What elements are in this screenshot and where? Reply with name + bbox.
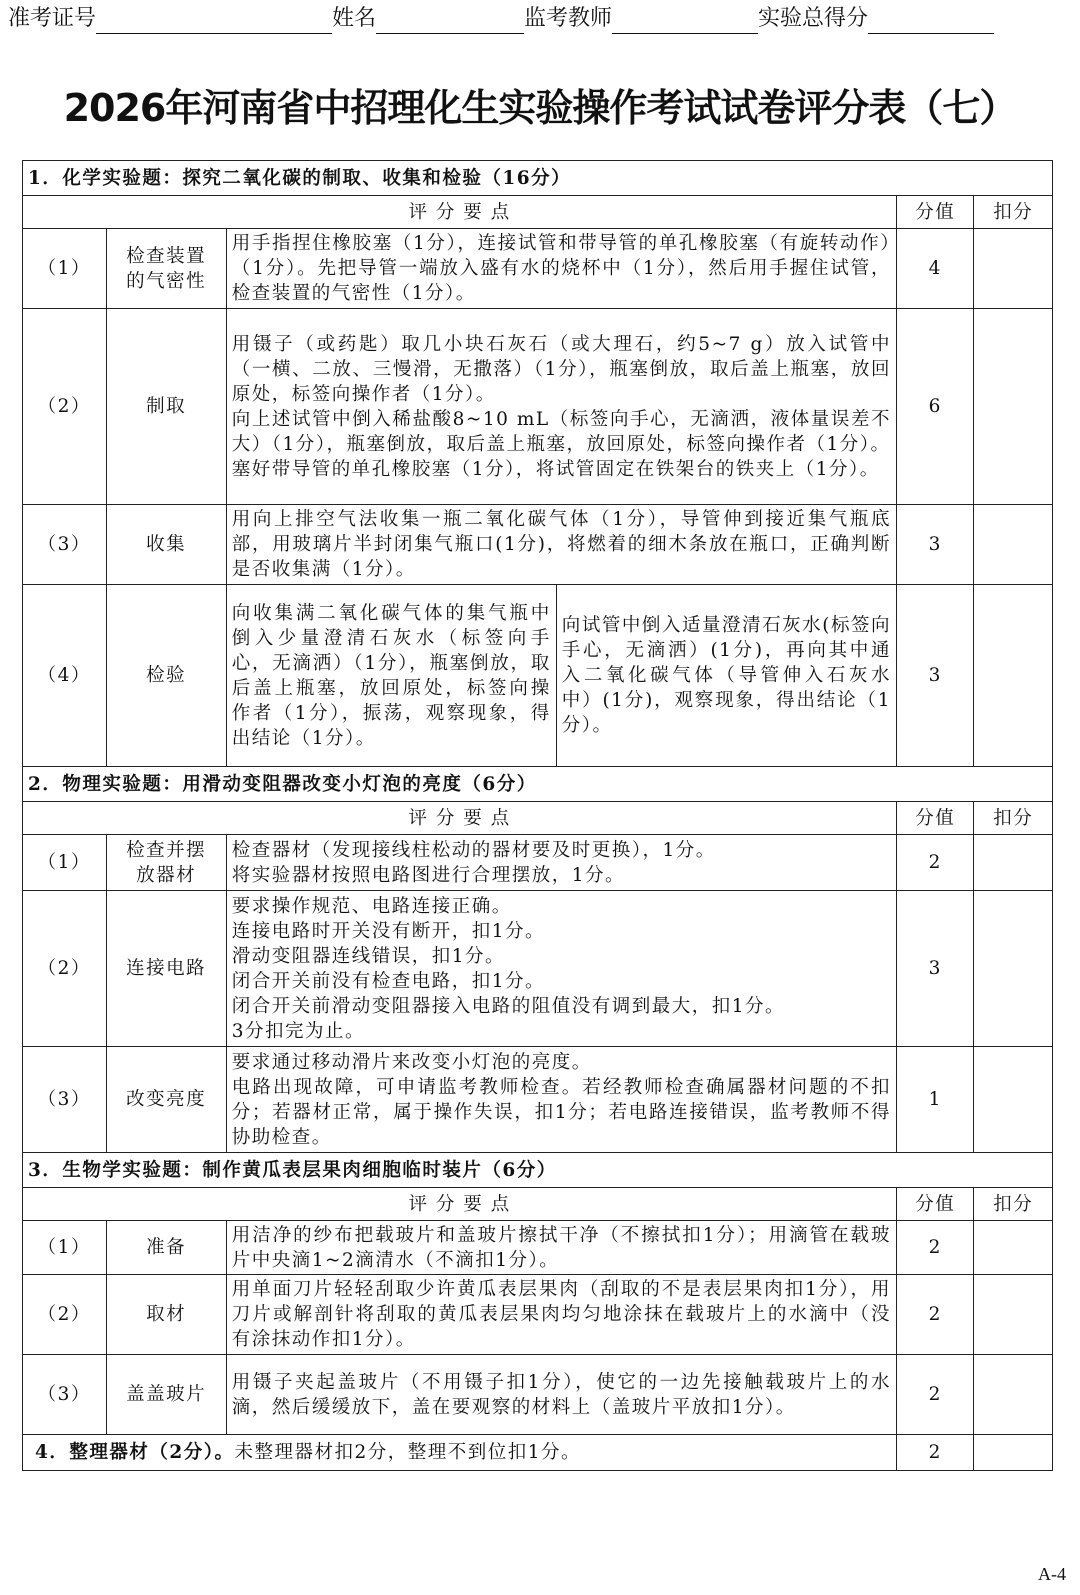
section-2-header-row (23, 802, 1053, 835)
table-row (23, 891, 1053, 1047)
deduct-cell[interactable] (974, 1435, 1053, 1471)
section-4-text: 未整理器材扣2分，整理不到位扣1分。 (234, 1442, 582, 1463)
table-row (23, 1275, 1053, 1355)
value-header: 分值 (897, 196, 974, 229)
criteria-text: 用镊子夹起盖玻片（不用镊子扣1分），使它的一边先接触载玻片上的水滴，然后缓缓放下，盖在要观察的材料上（盖玻片平放扣1分）。 (226, 1355, 896, 1435)
score-value: 3 (897, 505, 974, 585)
points-header: 评 分 要 点 (23, 196, 897, 229)
section-3-title: 3．生物学实验题：制作黄瓜表层果肉细胞临时装片（6分） (23, 1153, 1053, 1188)
item-name: 制取 (106, 309, 226, 505)
deduct-cell[interactable] (974, 1355, 1053, 1435)
score-value: 2 (897, 835, 974, 891)
table-row (23, 1221, 1053, 1275)
deduct-cell[interactable] (974, 229, 1053, 309)
score-value: 4 (897, 229, 974, 309)
teacher-blank[interactable] (612, 7, 758, 34)
criteria-text: 要求通过移动滑片来改变小灯泡的亮度。 电路出现故障，可申请监考教师检查。若经教师检查确属器材问题的不扣分；若器材正常，属于操作失误，扣1分；若电路连接错误，监考教师不得协助检查。 (226, 1047, 896, 1153)
name-blank[interactable] (376, 7, 524, 34)
score-value: 3 (897, 891, 974, 1047)
table-row (23, 1047, 1053, 1153)
section-1-title: 1．化学实验题：探究二氧化碳的制取、收集和检验（16分） (23, 161, 1053, 196)
item-number: （1） (23, 835, 107, 891)
points-header: 评 分 要 点 (23, 802, 897, 835)
total-score-label: 实验总得分 (758, 6, 869, 31)
score-value: 2 (897, 1275, 974, 1355)
criteria-text: 要求操作规范、电路连接正确。 连接电路时开关没有断开，扣1分。 滑动变阻器连线错误，扣1分。 闭合开关前没有检查电路，扣1分。 闭合开关前滑动变阻器接入电路的阻值没有调到最大，扣1分。 3分扣完为止。 (226, 891, 896, 1047)
value-header: 分值 (897, 1188, 974, 1221)
criteria-text: 用手指捏住橡胶塞（1分），连接试管和带导管的单孔橡胶塞（有旋转动作）（1分）。先把导管一端放入盛有水的烧杯中（1分），然后用手握住试管，检查装置的气密性（1分）。 (226, 229, 896, 309)
score-table (22, 160, 1053, 1471)
deduct-cell[interactable] (974, 1275, 1053, 1355)
teacher-label: 监考教师 (524, 6, 613, 31)
section-4-cell (23, 1435, 897, 1471)
section-1-header-row (23, 196, 1053, 229)
exam-id-label: 准考证号 (8, 6, 97, 31)
item-number: （2） (23, 891, 107, 1047)
item-number: （1） (23, 1221, 107, 1275)
criteria-text: 用向上排空气法收集一瓶二氧化碳气体（1分），导管伸到接近集气瓶底部，用玻璃片半封闭集气瓶口(1分)，将燃着的细木条放在瓶口，正确判断是否收集满（1分）。 (226, 505, 896, 585)
score-value: 6 (897, 309, 974, 505)
name-label: 姓名 (332, 6, 377, 31)
criteria-text: 用单面刀片轻轻刮取少许黄瓜表层果肉（刮取的不是表层果肉扣1分），用刀片或解剖针将刮取的黄瓜表层果肉均匀地涂抹在载玻片上的水滴中（没有涂抹动作扣1分）。 (226, 1275, 896, 1355)
section-3-title-row (23, 1153, 1053, 1188)
section-2-title: 2．物理实验题：用滑动变阻器改变小灯泡的亮度（6分） (23, 767, 1053, 802)
item-number: （3） (23, 1355, 107, 1435)
table-row (23, 835, 1053, 891)
deduct-cell[interactable] (974, 309, 1053, 505)
criteria-text: 用洁净的纱布把载玻片和盖玻片擦拭干净（不擦拭扣1分）；用滴管在载玻片中央滴1~2滴清水（不滴扣1分）。 (226, 1221, 896, 1275)
item-number: （1） (23, 229, 107, 309)
candidate-info-line (8, 4, 1074, 36)
deduct-cell[interactable] (974, 1221, 1053, 1275)
item-number: （2） (23, 309, 107, 505)
item-number: （3） (23, 1047, 107, 1153)
deduct-cell[interactable] (974, 505, 1053, 585)
deduct-cell[interactable] (974, 1047, 1053, 1153)
deduct-header: 扣分 (974, 196, 1053, 229)
criteria-text-option-a: 向收集满二氧化碳气体的集气瓶中倒入少量澄清石灰水（标签向手心，无滴洒）（1分），瓶塞倒放，取后盖上瓶塞，放回原处，标签向操作者（1分），振荡，观察现象，得出结论（1分）。 (226, 585, 556, 767)
table-row (23, 505, 1053, 585)
section-4-row (23, 1435, 1053, 1471)
deduct-header: 扣分 (974, 1188, 1053, 1221)
table-row (23, 229, 1053, 309)
score-value: 2 (897, 1355, 974, 1435)
criteria-text: 检查器材（发现接线柱松动的器材要及时更换），1分。 将实验器材按照电路图进行合理摆放，1分。 (226, 835, 896, 891)
deduct-cell[interactable] (974, 585, 1053, 767)
section-1-title-row (23, 161, 1053, 196)
item-name: 取材 (106, 1275, 226, 1355)
score-value: 1 (897, 1047, 974, 1153)
deduct-header: 扣分 (974, 802, 1053, 835)
item-name: 改变亮度 (106, 1047, 226, 1153)
page-number: A-4 (1038, 1564, 1066, 1584)
points-header: 评 分 要 点 (23, 1188, 897, 1221)
page-title: 2026年河南省中招理化生实验操作考试试卷评分表（七） (63, 86, 1017, 130)
value-header: 分值 (897, 802, 974, 835)
table-row (23, 1355, 1053, 1435)
item-name: 检查并摆放器材 (106, 835, 226, 891)
total-score-blank[interactable] (868, 7, 994, 34)
item-name: 盖盖玻片 (106, 1355, 226, 1435)
section-3-header-row (23, 1188, 1053, 1221)
deduct-cell[interactable] (974, 835, 1053, 891)
score-value: 2 (897, 1221, 974, 1275)
table-row (23, 309, 1053, 505)
item-name: 检验 (106, 585, 226, 767)
criteria-text: 用镊子（或药匙）取几小块石灰石（或大理石，约5~7 g）放入试管中（一横、二放、三慢滑，无撒落）（1分），瓶塞倒放，取后盖上瓶塞，放回原处，标签向操作者（1分）。 向上述试管中倒入稀盐酸8~10 mL（标签向手心，无滴洒，液体量误差不大）（1分），瓶塞倒放，取后盖上瓶塞，放回原处，标签向操作者（1分）。 塞好带导管的单孔橡胶塞（1分），将试管固定在铁架台的铁夹上（1分）。 (226, 309, 896, 505)
item-name: 检查装置的气密性 (106, 229, 226, 309)
item-name: 准备 (106, 1221, 226, 1275)
criteria-text-option-b: 向试管中倒入适量澄清石灰水(标签向手心，无滴洒）(1分)，再向其中通入二氧化碳气体（导管伸入石灰水中）(1分)，观察现象，得出结论（1分）。 (556, 585, 896, 767)
deduct-cell[interactable] (974, 891, 1053, 1047)
score-value: 2 (897, 1435, 974, 1471)
exam-id-blank[interactable] (96, 7, 332, 34)
table-row (23, 585, 1053, 767)
item-number: （3） (23, 505, 107, 585)
score-value: 3 (897, 585, 974, 767)
section-2-title-row (23, 767, 1053, 802)
section-4-title: 4．整理器材（2分）。 (35, 1442, 235, 1463)
item-name: 收集 (106, 505, 226, 585)
item-number: （2） (23, 1275, 107, 1355)
item-name: 连接电路 (106, 891, 226, 1047)
item-number: （4） (23, 585, 107, 767)
